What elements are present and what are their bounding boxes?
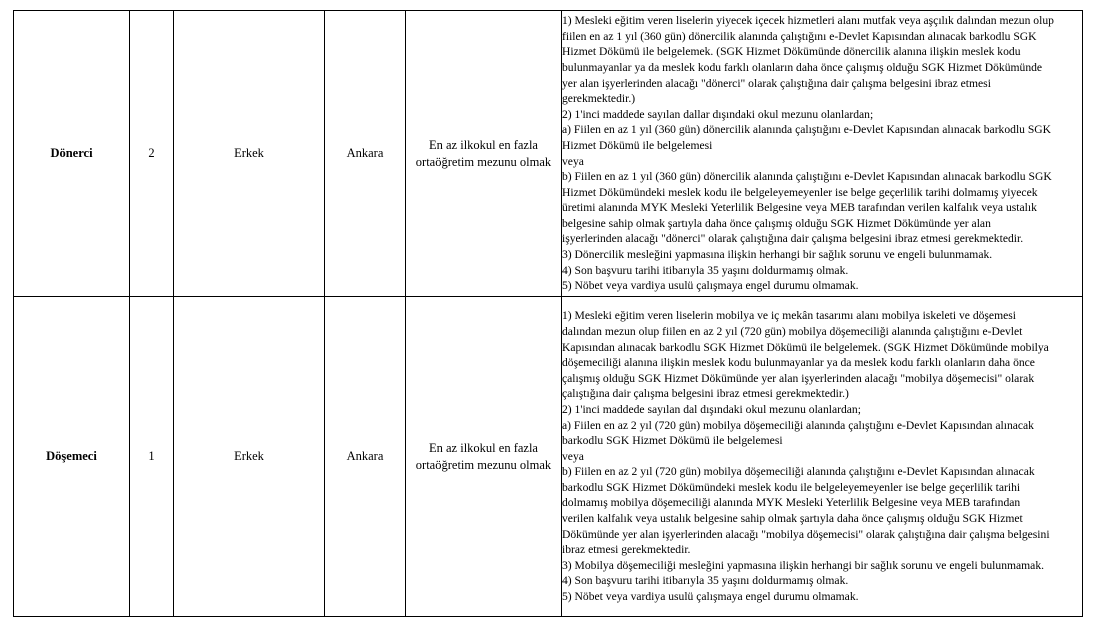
requirement-line: çalışmış olduğu SGK Hizmet Dökümünde yer alan işyerlerinden alacağı "mobilya döşemecisi" olarak bbox=[562, 371, 1035, 385]
requirement-line: 3) Mobilya döşemeciliği mesleğini yapmasına ilişkin herhangi bir sağlık sorunu ve engeli bulunmamak. bbox=[562, 558, 1045, 572]
requirement-line: dalından mezun olup fiilen en az 2 yıl (720 gün) mobilya döşemeciliği alanında çalıştığını e-Devlet bbox=[562, 324, 1023, 338]
requirement-line: fiilen en az 1 yıl (360 gün) dönercilik alanında çalıştığını e-Devlet Kapısından alınacak barkodlu SGK bbox=[562, 29, 1037, 43]
requirement-line: veya bbox=[562, 449, 584, 463]
requirement-line: üretimi alanında MYK Mesleki Yeterlilik Belgesine veya MEB tarafından verilen kalfalık veya ustalık bbox=[562, 201, 1037, 215]
requirements-cell bbox=[562, 11, 1083, 297]
requirement-line: işyerlerinden alacağı "dönerci" olarak çalıştığına dair çalışma belgesini ibraz etmesi gerekmektedir. bbox=[562, 232, 1024, 246]
education-cell: En az ilkokul en fazla ortaöğretim mezunu olmak bbox=[406, 11, 562, 297]
requirement-line: barkodlu SGK Hizmet Dökümü ile belgelemesi bbox=[562, 434, 783, 448]
requirement-line: Hizmet Dökümü ile belgelemesi bbox=[562, 138, 713, 152]
requirement-line: döşemeciliği alanına ilişkin meslek kodu bulunmayanlar ya da meslek kodu farklı olanların daha önce bbox=[562, 356, 1035, 370]
position-cell: Döşemeci bbox=[14, 297, 130, 617]
requirement-line: Dökümünde yer alan işyerlerinden alacağı "mobilya döşemecisi" olarak çalıştığına dair çalışma belgesini bbox=[562, 527, 1050, 541]
requirement-line: b) Fiilen en az 2 yıl (720 gün) mobilya döşemeciliği alanında çalıştığını e-Devlet Kapısından alınacak bbox=[562, 465, 1035, 479]
position-cell: Dönerci bbox=[14, 11, 130, 297]
requirement-line: belgesine sahip olmak şartıyla daha önce çalışmış olduğu SGK Hizmet Dökümünde yer alan bbox=[562, 216, 991, 230]
requirement-line: barkodlu SGK Hizmet Dökümündeki meslek kodu ile belgeleyemeyenler ise belge geçerlilik tarihi bbox=[562, 480, 1021, 494]
requirement-line: 5) Nöbet veya vardiya usulü çalışmaya engel durumu olmamak. bbox=[562, 590, 859, 604]
job-requirements-table bbox=[13, 10, 1083, 617]
gender-cell: Erkek bbox=[174, 297, 325, 617]
requirement-line: 5) Nöbet veya vardiya usulü çalışmaya engel durumu olmamak. bbox=[562, 279, 859, 293]
requirement-line: yer alan işyerlerinden alacağı "dönerci" olarak çalıştığına dair çalışma belgesini ibraz etmesi bbox=[562, 76, 991, 90]
requirement-line: 4) Son başvuru tarihi itibarıyla 35 yaşını doldurmamış olmak. bbox=[562, 574, 849, 588]
count-cell: 2 bbox=[130, 11, 174, 297]
requirement-line: 2) 1'inci maddede sayılan dallar dışındaki okul mezunu olanlardan; bbox=[562, 107, 874, 121]
city-cell: Ankara bbox=[325, 11, 406, 297]
requirement-line: Kapısından alınacak barkodlu SGK Hizmet Dökümü ile belgelemek. (SGK Hizmet Dökümünde mobilya bbox=[562, 340, 1049, 354]
count-cell: 1 bbox=[130, 297, 174, 617]
table-row bbox=[14, 11, 1083, 297]
requirement-line: a) Fiilen en az 1 yıl (360 gün) dönercilik alanında çalıştığını e-Devlet Kapısından alınacak barkodlu SGK bbox=[562, 123, 1052, 137]
requirement-line: 4) Son başvuru tarihi itibarıyla 35 yaşını doldurmamış olmak. bbox=[562, 263, 849, 277]
table-row bbox=[14, 297, 1083, 617]
requirement-line: gerekmektedir.) bbox=[562, 92, 636, 106]
requirements-cell bbox=[562, 297, 1083, 617]
gender-cell: Erkek bbox=[174, 11, 325, 297]
requirement-line: dolmamış mobilya döşemeciliği alanında MYK Mesleki Yeterlilik Belgesine veya MEB tarafından bbox=[562, 496, 1021, 510]
requirement-line: 1) Mesleki eğitim veren liselerin yiyecek içecek hizmetleri alanı mutfak veya aşçılık dalından mezun olup bbox=[562, 14, 1054, 28]
requirement-line: Hizmet Dökümü ile belgelemek. (SGK Hizmet Dökümünde dönercilik alanına ilişkin meslek kodu bbox=[562, 45, 1021, 59]
requirement-line: 3) Dönercilik mesleğini yapmasına ilişkin herhangi bir sağlık sorunu ve engeli bulunmamak. bbox=[562, 248, 993, 262]
requirement-line: ibraz etmesi gerekmektedir. bbox=[562, 543, 691, 557]
requirement-line: b) Fiilen en az 1 yıl (360 gün) dönercilik alanında çalıştığını e-Devlet Kapısından alınacak barkodlu SGK bbox=[562, 170, 1052, 184]
requirement-line: çalıştığına dair çalışma belgesini ibraz etmesi gerekmektedir.) bbox=[562, 387, 849, 401]
education-cell: En az ilkokul en fazla ortaöğretim mezunu olmak bbox=[406, 297, 562, 617]
requirement-line: Hizmet Dökümündeki meslek kodu ile belgeleyemeyenler ise belge geçerlilik tarihi dolmamış yiyecek bbox=[562, 185, 1038, 199]
requirement-line: bulunmayanlar ya da meslek kodu farklı olanların daha önce çalışmış olduğu SGK Hizmet Dökümünde bbox=[562, 60, 1043, 74]
requirement-line: veya bbox=[562, 154, 584, 168]
requirement-line: 2) 1'inci maddede sayılan dal dışındaki okul mezunu olanlardan; bbox=[562, 402, 861, 416]
requirement-line: a) Fiilen en az 2 yıl (720 gün) mobilya döşemeciliği alanında çalıştığını e-Devlet Kapısından alınacak bbox=[562, 418, 1034, 432]
requirement-line: verilen kalfalık veya ustalık belgesine sahip olmak şartıyla daha önce çalışmış olduğu SGK Hizmet bbox=[562, 512, 1023, 526]
requirement-line: 1) Mesleki eğitim veren liselerin mobilya ve iç mekân tasarımı alanı mobilya iskeleti ve döşemesi bbox=[562, 309, 1016, 323]
city-cell: Ankara bbox=[325, 297, 406, 617]
